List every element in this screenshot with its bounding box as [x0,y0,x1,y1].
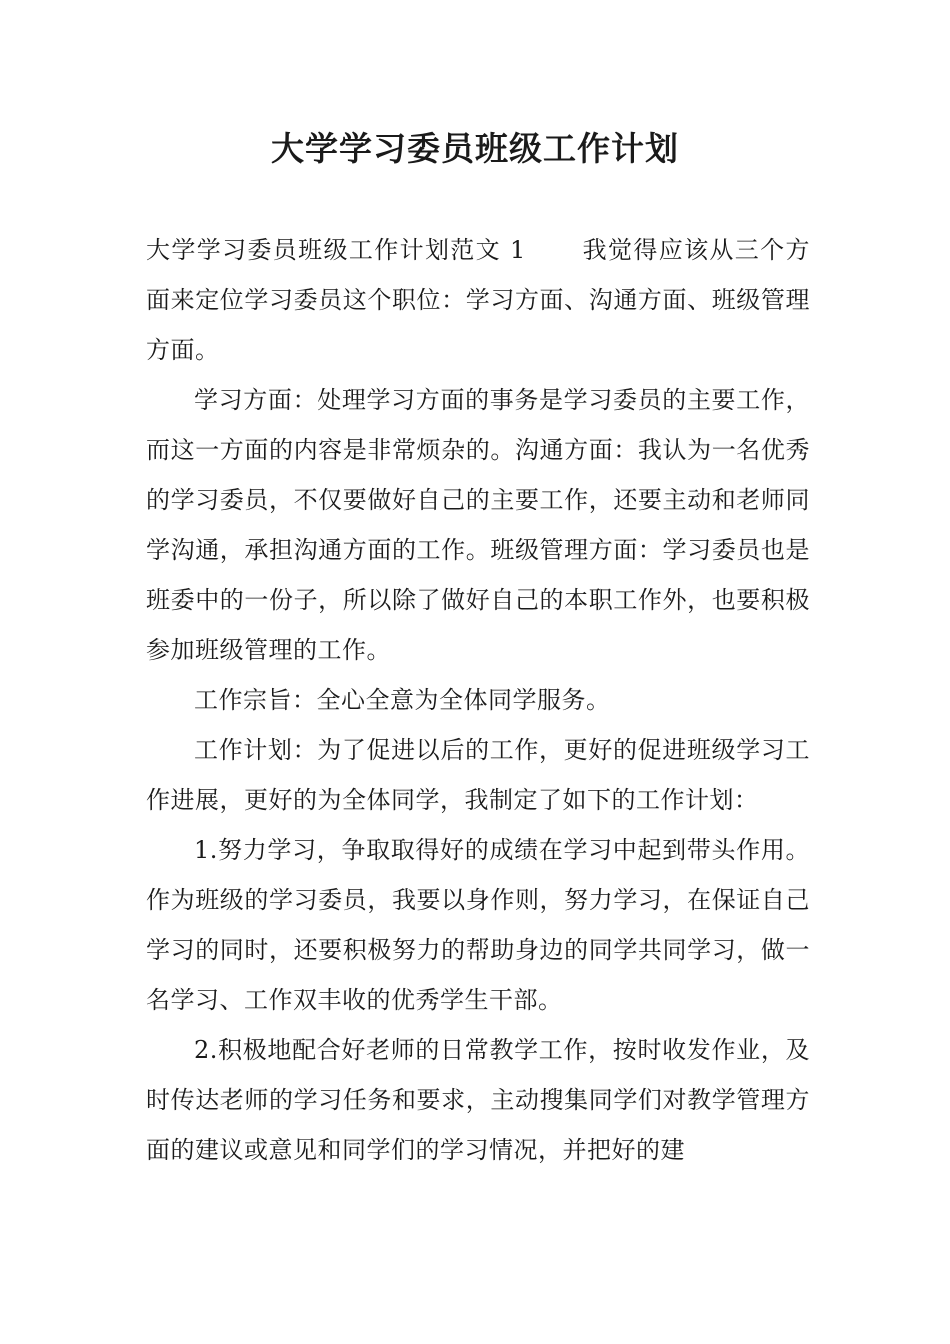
paragraph-plan: 工作计划：为了促进以后的工作，更好的促进班级学习工作进展，更好的为全体同学，我制定了如下的工作计划： [146,736,810,814]
paragraph-intro [146,225,810,375]
document-body [146,225,810,1175]
paragraph-item-2: 2.积极地配合好老师的日常教学工作，按时收发作业，及时传达老师的学习任务和要求，主动搜集同学们对教学管理方面的建议或意见和同学们的学习情况，并把好的建 [146,1036,810,1164]
paragraph-text: 我觉得应该从三个方面来定位学习委员这个职位：学习方面、沟通方面、班级管理方面。 [146,236,811,364]
document-title: 大学学习委员班级工作计划 [271,129,679,168]
paragraph-purpose: 工作宗旨：全心全意为全体同学服务。 [194,686,611,714]
paragraph-lead: 大学学习委员班级工作计划范文 1 [146,236,526,264]
paragraph-aspects: 学习方面：处理学习方面的事务是学习委员的主要工作，而这一方面的内容是非常烦杂的。沟通方面：我认为一名优秀的学习委员，不仅要做好自己的主要工作，还要主动和老师同学沟通，承担沟通方面的工作。班级管理方面：学习委员也是班委中的一份子，所以除了做好自己的本职工作外，也要积极参加班级管理的工作。 [146,386,810,664]
paragraph-item-1: 1.努力学习，争取取得好的成绩在学习中起到带头作用。作为班级的学习委员，我要以身作则，努力学习，在保证自己学习的同时，还要积极努力的帮助身边的同学共同学习，做一名学习、工作双丰收的优秀学生干部。 [146,836,810,1014]
